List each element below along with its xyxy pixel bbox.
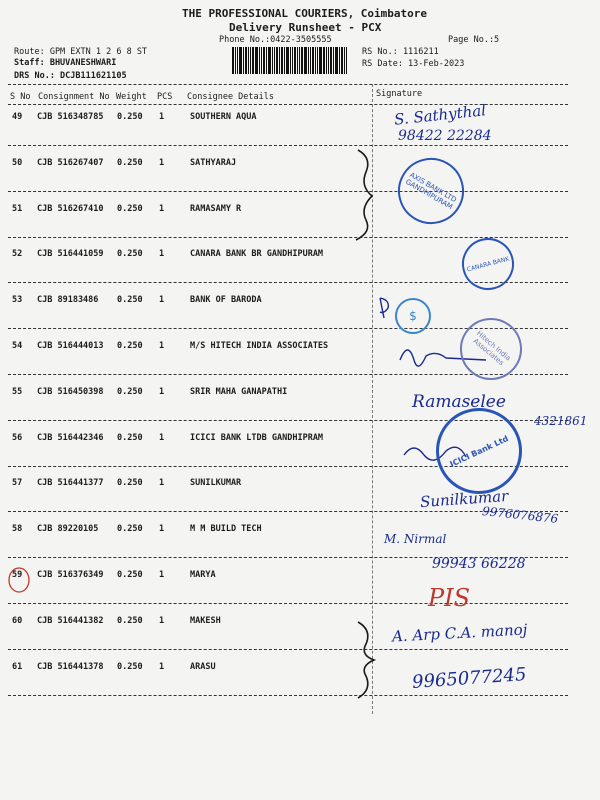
red-circle-mark	[9, 568, 29, 592]
signature-scribble-53	[380, 298, 388, 318]
row-weight: 0.250	[117, 570, 143, 580]
col-header-consignment: Consignment No	[38, 92, 110, 102]
row-consignee: M M BUILD TECH	[190, 524, 262, 535]
row-consignment: CJB 89183486	[37, 295, 99, 306]
row-sno: 59	[12, 570, 23, 580]
row-consignee: CANARA BANK BR GANDHIPURAM	[190, 249, 324, 260]
handwriting-row57-phone: 9976076876	[481, 504, 559, 526]
col-header-sno: S No	[10, 92, 31, 102]
row-pcs: 1	[159, 112, 165, 122]
runsheet-subtitle: Delivery Runsheet - PCX	[229, 21, 382, 34]
boi-logo-stamp: $	[395, 298, 431, 334]
row-consignment: CJB 516442346	[37, 432, 104, 443]
row-consignee: M/S HITECH INDIA ASSOCIATES	[190, 341, 329, 351]
row-sno: 60	[12, 615, 23, 626]
row-sno: 53	[12, 295, 23, 306]
row-consignment: CJB 516441377	[37, 478, 104, 489]
row-pcs: 1	[159, 524, 165, 535]
row-pcs: 1	[159, 249, 165, 260]
icici-bank-stamp: ICICI Bank Ltd	[422, 394, 536, 508]
row-sno: 52	[12, 249, 23, 260]
row-sno: 58	[12, 524, 23, 535]
row-consignment: CJB 516444013	[37, 341, 104, 351]
row-consignment: CJB 516441378	[37, 661, 104, 672]
row-pcs: 1	[159, 661, 165, 672]
col-header-consignee: Consignee Details	[187, 92, 274, 102]
row-sno: 61	[12, 661, 23, 672]
rs-number: RS No.: 1116211	[362, 47, 439, 57]
row-pcs: 1	[159, 478, 165, 489]
row-sno: 57	[12, 478, 23, 489]
handwriting-row55-number: 4321861	[534, 414, 588, 428]
staff-label: Staff: BHUVANESHWARI	[14, 58, 117, 68]
row-weight: 0.250	[117, 203, 143, 214]
row-pcs: 1	[159, 615, 165, 626]
rs-date: RS Date: 13-Feb-2023	[362, 59, 465, 69]
col-header-signature: Signature	[376, 89, 423, 99]
row-pcs: 1	[159, 157, 165, 168]
handwriting-row55-name: Ramaselee	[412, 392, 506, 412]
row-sno: 55	[12, 386, 23, 397]
row-pcs: 1	[159, 432, 165, 443]
row-consignment: CJB 516267407	[37, 157, 104, 168]
phone-number: Phone No.:0422-3505555	[219, 35, 332, 45]
row-weight: 0.250	[117, 524, 143, 535]
row-weight: 0.250	[117, 615, 143, 626]
row-sno: 54	[12, 341, 23, 351]
handwriting-row61-phone: 9965077245	[411, 664, 528, 693]
row-consignee: MAKESH	[190, 615, 221, 626]
row-pcs: 1	[159, 203, 165, 214]
handwriting-row58-name: M. Nirmal	[384, 532, 447, 546]
row-sno: 51	[12, 203, 23, 214]
row-consignment: CJB 516267410	[37, 203, 104, 214]
row-weight: 0.250	[117, 249, 143, 260]
row-consignee: ICICI BANK LTDB GANDHIPRAM	[190, 432, 324, 443]
row-consignment: CJB 516441059	[37, 249, 104, 260]
row-consignment: CJB 516376349	[37, 570, 104, 580]
row-weight: 0.250	[117, 386, 143, 397]
row-pcs: 1	[159, 341, 165, 351]
col-header-pcs: PCS	[157, 92, 173, 102]
row-weight: 0.250	[117, 661, 143, 672]
row-pcs: 1	[159, 295, 165, 306]
row-consignee: BANK OF BARODA	[190, 295, 262, 306]
row-consignee: SUNILKUMAR	[190, 478, 242, 489]
hitech-stamp: Hitech India Associates	[447, 305, 534, 392]
handwriting-row57-name: Sunilkumar	[419, 486, 509, 512]
row-consignee: SRIR MAHA GANAPATHI	[190, 386, 288, 397]
canara-bank-stamp: CANARA BANK	[456, 232, 520, 296]
row-consignee: ARASU	[190, 661, 216, 672]
row-consignment: CJB 516441382	[37, 615, 104, 626]
company-title: THE PROFESSIONAL COURIERS, Coimbatore	[182, 7, 428, 20]
row-consignee: SOUTHERN AQUA	[190, 112, 257, 122]
handwriting-row49-phone: 98422 22284	[398, 128, 492, 144]
row-pcs: 1	[159, 570, 165, 580]
row-consignee: SATHYARAJ	[190, 157, 237, 168]
row-consignment: CJB 89220105	[37, 524, 99, 535]
page-number: Page No.:5	[448, 35, 500, 45]
row-consignee: MARYA	[190, 570, 216, 580]
handwriting-row49-name: S. Sathythal	[393, 101, 487, 129]
row-weight: 0.250	[117, 112, 143, 122]
row-consignee: RAMASAMY R	[190, 203, 242, 214]
brace-mark-top	[356, 150, 372, 240]
handwriting-row60-name: A. Arp C.A. manoj	[391, 620, 528, 646]
brace-mark-bottom	[358, 622, 374, 698]
row-weight: 0.250	[117, 478, 143, 489]
row-consignment: CJB 516450398	[37, 386, 104, 397]
col-header-weight: Weight	[116, 92, 147, 102]
row-sno: 56	[12, 432, 23, 443]
row-weight: 0.250	[117, 432, 143, 443]
handwriting-row59-mark: PIS	[428, 584, 471, 612]
drs-number: DRS No.: DCJB111621105	[14, 71, 127, 81]
row-consignment: CJB 516348785	[37, 112, 104, 122]
route-label: Route: GPM EXTN 1 2 6 8 ST	[14, 47, 148, 57]
row-weight: 0.250	[117, 157, 143, 168]
row-sno: 49	[12, 112, 23, 122]
row-weight: 0.250	[117, 295, 143, 306]
handwriting-row58-phone: 99943 66228	[432, 556, 526, 572]
row-sno: 50	[12, 157, 23, 168]
row-pcs: 1	[159, 386, 165, 397]
row-weight: 0.250	[117, 341, 143, 351]
axis-bank-stamp: AXIS BANK LTD GANDHIPURAM	[386, 146, 476, 236]
